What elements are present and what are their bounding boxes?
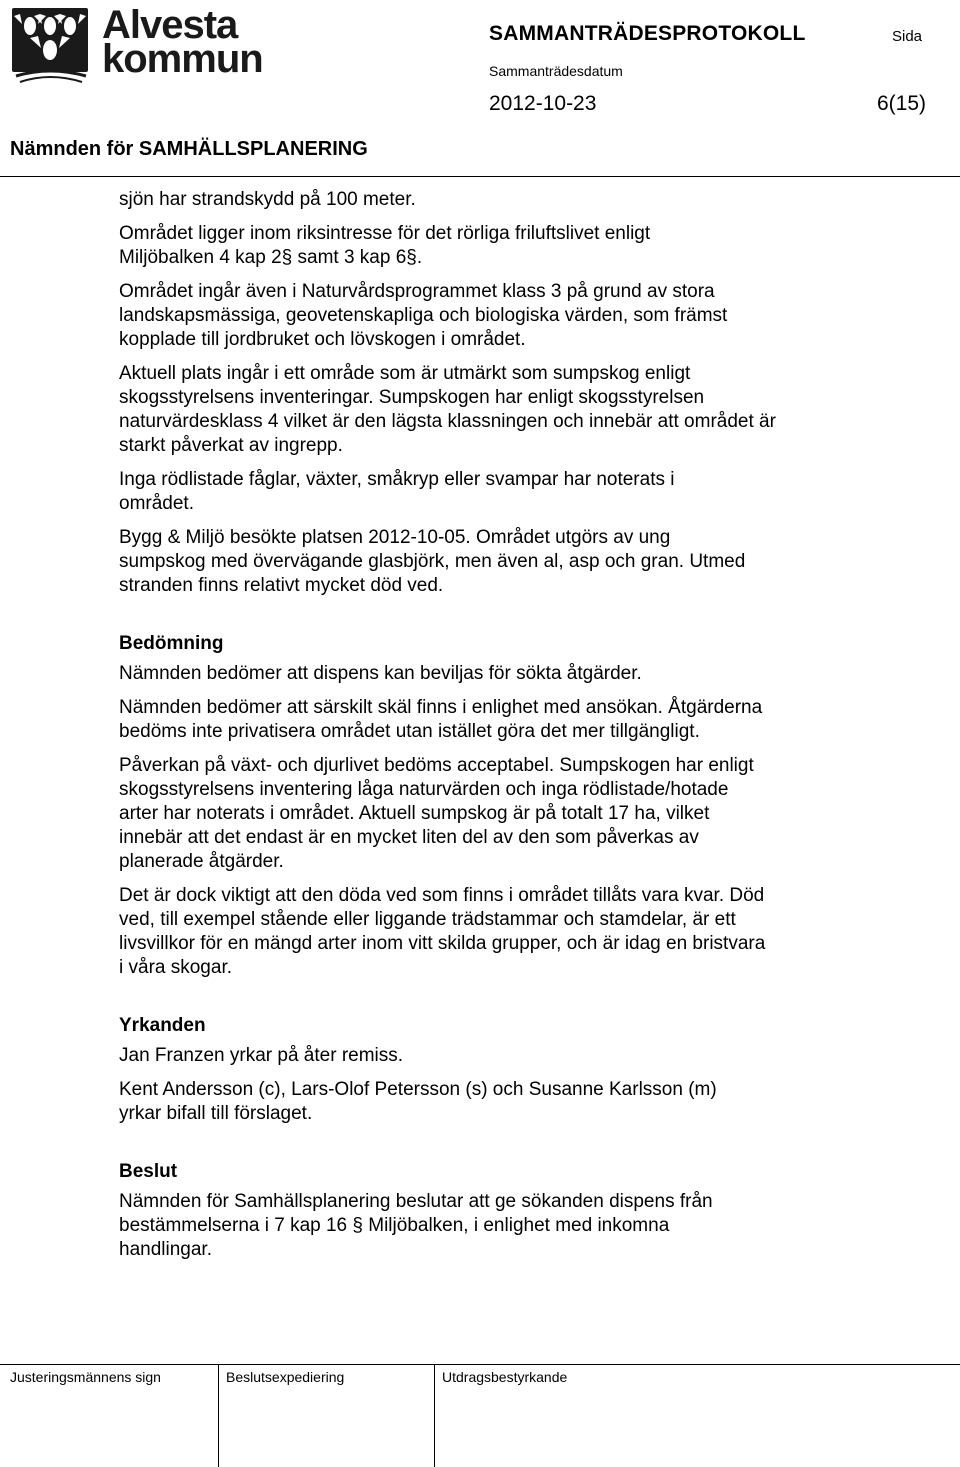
section-heading-beslut: Beslut <box>119 1161 178 1182</box>
municipality-logo <box>10 3 263 86</box>
text-fragment: Miljöbalken, i enlighet med inkomna handlingar. <box>119 1215 670 1260</box>
logo-line-1: Alvesta <box>102 3 238 47</box>
footer-certification-label: Utdragsbestyrkande <box>442 1369 568 1385</box>
paragraph: Kent Andersson (c), Lars-Olof Petersson (s) och Susanne Karlsson (m) yrkar bifall till förslaget. <box>119 1079 717 1124</box>
page-label: Sida <box>892 28 923 45</box>
paragraph: Det är dock viktigt att den döda ved som finns i området tillåts vara kvar. Död ved, till exempel stående eller liggande trädstammar och stamdelar, är ett livsvillkor för en mängd arter inom vitt skilda grupper, och är idag en bristvara i våra skogar. <box>119 885 766 978</box>
section-sign: § <box>406 247 417 268</box>
text-fragment: Området ligger inom riksintresse för det rörliga friluftslivet enligt <box>119 223 651 244</box>
paragraph: sjön har strandskydd på 100 meter. <box>119 189 416 210</box>
paragraph: Jan Franzen yrkar på åter remiss. <box>119 1045 404 1066</box>
meeting-date-value: 2012-10-23 <box>489 92 597 115</box>
text-fragment: Nämnden för Samhällsplanering beslutar att ge sökanden dispens från bestämmelserna i 7 kap 16 <box>119 1191 713 1236</box>
footer-signature-label: Justeringsmännens sign <box>10 1369 161 1385</box>
meeting-date-label: Sammanträdesdatum <box>489 63 623 79</box>
logo-line-2: kommun <box>102 37 263 81</box>
section-heading-bedomning: Bedömning <box>119 633 224 654</box>
document-title: SAMMANTRÄDESPROTOKOLL <box>489 22 806 45</box>
paragraph <box>119 222 839 270</box>
footer-divider <box>0 1364 960 1365</box>
paragraph: Bygg & Miljö besökte platsen 2012-10-05. Området utgörs av ung sumpskog med övervägande glasbjörk, men även al, asp och gran. Utmed stranden finns relativt mycket död ved. <box>119 527 746 596</box>
footer-column-divider <box>434 1364 435 1467</box>
paragraph <box>119 1190 749 1262</box>
text-fragment: samt 3 kap 6 <box>292 247 407 268</box>
page-number: 6(15) <box>877 92 927 115</box>
document-body <box>119 188 839 1262</box>
paragraph: Påverkan på växt- och djurlivet bedöms acceptabel. Sumpskogen har enligt skogsstyrelsens inventering låga naturvärden och inga rödlistade/hotade arter har noterats i området. Aktuell sumpskog är på totalt 17 ha, vilket innebär att det endast är en mycket liten del av den som påverkas av planerade åtgärder. <box>119 755 754 872</box>
section-heading-yrkanden: Yrkanden <box>119 1015 206 1036</box>
paragraph: Nämnden bedömer att särskilt skäl finns i enlighet med ansökan. Åtgärderna bedöms inte privatisera området utan istället göra det mer tillgängligt. <box>119 697 763 742</box>
paragraph: Nämnden bedömer att dispens kan beviljas för sökta åtgärder. <box>119 663 642 684</box>
paragraph: Aktuell plats ingår i ett område som är utmärkt som sumpskog enligt skogsstyrelsens inventeringar. Sumpskogen har enligt skogsstyrelsen naturvärdesklass 4 vilket är den lägsta klassningen och innebär att området är starkt påverkat av ingrepp. <box>119 363 776 456</box>
coat-of-arms-icon <box>10 6 92 84</box>
text-fragment: Miljöbalken 4 kap 2 <box>119 247 282 268</box>
paragraph: Inga rödlistade fåglar, växter, småkryp eller svampar har noterats i området. <box>119 469 675 514</box>
committee-name: Nämnden för SAMHÄLLSPLANERING <box>10 138 368 160</box>
header-divider <box>0 176 960 177</box>
logo-wordmark <box>102 3 263 81</box>
text-fragment: . <box>416 247 423 268</box>
section-sign: § <box>281 247 293 268</box>
paragraph: Området ingår även i Naturvårdsprogrammet klass 3 på grund av stora landskapsmässiga, geovetenskapliga och biologiska värden, som främst kopplade till jordbruket och lövskogen i området. <box>119 281 728 350</box>
footer-column-divider <box>218 1364 219 1467</box>
footer-dispatch-label: Beslutsexpediering <box>226 1369 345 1385</box>
section-sign: § <box>352 1215 363 1236</box>
